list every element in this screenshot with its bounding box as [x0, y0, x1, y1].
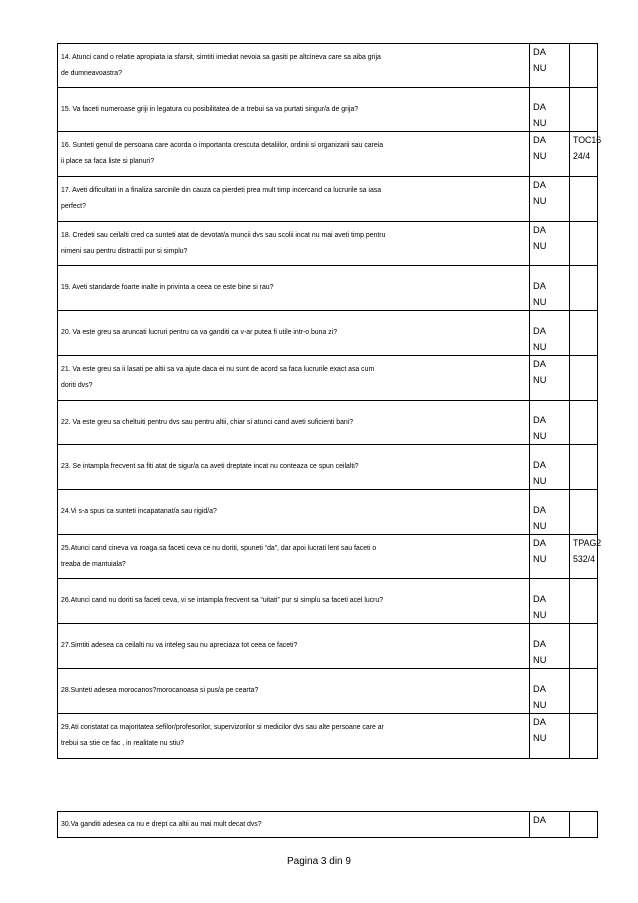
scoring-code-cell	[570, 714, 598, 759]
scoring-code: 532/4	[573, 554, 596, 564]
question-text-line: 22. Va este greu sa cheltuiti pentru dvs sau pentru altii, chiar si atunci cand aveti suficienti bani?	[61, 418, 354, 426]
answer-option-da[interactable]: DA	[533, 815, 546, 825]
question-text-cell	[58, 812, 530, 838]
question-text-cell	[58, 266, 530, 311]
scoring-code-cell	[570, 177, 598, 222]
question-row-16	[58, 132, 598, 177]
question-text-line: doriti dvs?	[61, 382, 93, 389]
question-row-23	[58, 445, 598, 490]
answer-option-nu[interactable]: NU	[533, 610, 547, 620]
answer-option-da[interactable]: DA	[533, 180, 546, 190]
question-row-18	[58, 222, 598, 266]
questionnaire-body-continued	[58, 812, 598, 838]
question-row-30	[58, 812, 598, 838]
question-text-cell	[58, 311, 530, 356]
answer-option-da[interactable]: DA	[533, 717, 546, 727]
scoring-code-cell	[570, 132, 602, 177]
answer-option-da[interactable]: DA	[533, 684, 546, 694]
answer-option-da[interactable]: DA	[533, 135, 546, 145]
question-text-cell	[58, 445, 530, 490]
question-text-cell	[58, 44, 530, 88]
answer-options-cell[interactable]	[530, 535, 570, 579]
answer-option-nu[interactable]: NU	[533, 342, 547, 352]
scoring-code-cell	[570, 579, 598, 624]
answer-option-da[interactable]: DA	[533, 102, 546, 112]
question-text-line: 16. Sunteti genul de persoana care acorda o importanta crescuta detaliilor, ordinii si organizarii sau careia	[61, 142, 384, 149]
answer-option-da[interactable]: DA	[533, 538, 546, 548]
scoring-code-cell	[570, 445, 598, 490]
question-text-line: 14. Atunci cand o relatie apropiata ia sfarsit, simtiti imediat nevoia sa gasiti pe altcineva care sa aiba grija	[61, 53, 381, 61]
answer-option-nu[interactable]: NU	[533, 431, 547, 441]
question-text-cell	[58, 669, 530, 714]
scoring-code-cell	[570, 222, 598, 266]
scoring-code-cell	[570, 356, 598, 401]
question-row-17	[58, 177, 598, 222]
scoring-code-cell	[570, 624, 598, 669]
answer-option-da[interactable]: DA	[533, 225, 546, 235]
question-text-line: perfect?	[61, 203, 86, 210]
page-footer: Pagina 3 din 9	[287, 856, 351, 867]
question-text-cell	[58, 356, 530, 401]
question-text-line: 25.Atunci cand cineva va roaga sa faceti ceva ce nu doriti, spuneti “da”, dar apoi lucrati lent sau faceti o	[61, 544, 377, 552]
answer-option-nu[interactable]: NU	[533, 700, 547, 710]
question-text-line: nimeni sau pentru distractii pur si simplu?	[61, 247, 188, 255]
answer-option-nu[interactable]: NU	[533, 118, 547, 128]
question-row-28	[58, 669, 598, 714]
answer-option-nu[interactable]: NU	[533, 375, 547, 385]
scoring-code: TPAG2	[573, 538, 602, 548]
answer-option-da[interactable]: DA	[533, 415, 546, 425]
question-row-25	[58, 535, 598, 579]
question-row-21	[58, 356, 598, 401]
answer-option-nu[interactable]: NU	[533, 241, 547, 251]
scoring-code: TOC16	[573, 135, 602, 145]
question-text-cell	[58, 132, 530, 177]
question-text-cell	[58, 177, 530, 222]
question-text-cell	[58, 714, 530, 759]
scoring-code-cell	[570, 88, 598, 132]
question-row-20	[58, 311, 598, 356]
answer-option-nu[interactable]: NU	[533, 476, 547, 486]
answer-option-da[interactable]: DA	[533, 594, 546, 604]
answer-options-cell[interactable]	[530, 132, 570, 177]
answer-option-nu[interactable]: NU	[533, 297, 547, 307]
questionnaire-body	[58, 44, 602, 759]
scoring-code-cell	[570, 812, 598, 838]
question-text-cell	[58, 490, 530, 535]
question-text-line: 20. Va este greu sa aruncati lucruri pentru ca va ganditi ca v-ar putea fi utile intr-o buna zi?	[61, 329, 338, 336]
scoring-code-cell	[570, 490, 598, 535]
answer-options-cell[interactable]	[530, 266, 570, 311]
answer-options-cell[interactable]	[530, 445, 570, 490]
answer-option-nu[interactable]: NU	[533, 196, 547, 206]
question-text-line: 29.Ati constatat ca majoritatea sefilor/profesorilor, supervizorilor si medicilor dvs sau alte persoane care ar	[61, 724, 384, 731]
question-text-line: 24.Vi s-a spus ca sunteti incapatanat/a sau rigid/a?	[61, 508, 217, 515]
question-row-19	[58, 266, 598, 311]
question-text-cell	[58, 535, 530, 579]
answer-options-cell[interactable]	[530, 669, 570, 714]
answer-option-nu[interactable]: NU	[533, 521, 547, 531]
answer-option-da[interactable]: DA	[533, 359, 546, 369]
question-text-cell	[58, 88, 530, 132]
question-text-line: trebui sa stie ce fac , in realitate nu stiu?	[61, 740, 184, 747]
answer-option-nu[interactable]: NU	[533, 655, 547, 665]
scoring-code-cell	[570, 401, 598, 445]
answer-options-cell[interactable]	[530, 579, 570, 624]
question-text-cell	[58, 624, 530, 669]
question-text-line: 19. Aveti standarde foarte inalte in privinta a ceea ce este bine si rau?	[61, 284, 274, 291]
question-row-24	[58, 490, 598, 535]
question-text-line: treaba de mantuiala?	[61, 560, 126, 568]
scoring-code-cell	[570, 311, 598, 356]
answer-options-cell[interactable]	[530, 88, 570, 132]
questionnaire-table	[57, 43, 602, 759]
answer-option-da[interactable]: DA	[533, 505, 546, 515]
answer-options-cell[interactable]	[530, 44, 570, 88]
question-row-27	[58, 624, 598, 669]
answer-options-cell[interactable]	[530, 624, 570, 669]
answer-option-da[interactable]: DA	[533, 639, 546, 649]
question-text-line: 23. Se intampla frecvent sa fiti atat de sigur/a ca aveti dreptate incat nu conteaza ce spun ceilalti?	[61, 463, 359, 470]
answer-option-da[interactable]: DA	[533, 326, 546, 336]
question-text-line: de dumneavoastra?	[61, 69, 122, 77]
question-text-cell	[58, 579, 530, 624]
answer-options-cell[interactable]	[530, 812, 570, 838]
question-text-line: 28.Sunteti adesea morocanos?morocanoasa si pus/a pe cearta?	[61, 687, 259, 694]
answer-option-nu[interactable]: NU	[533, 151, 547, 161]
answer-option-nu[interactable]: NU	[533, 554, 547, 564]
answer-options-cell[interactable]	[530, 311, 570, 356]
scoring-code-cell	[570, 44, 598, 88]
answer-options-cell[interactable]	[530, 490, 570, 535]
question-text-line: 18. Credeti sau ceilalti cred ca sunteti atat de devotat/a muncii dvs sau scolii incat nu mai aveti timp pentru	[61, 231, 386, 239]
answer-option-nu[interactable]: NU	[533, 63, 547, 73]
question-row-14	[58, 44, 598, 88]
question-text-line: 17. Aveti dificultati in a finaliza sarcinile din cauza ca pierdeti prea mult timp incercand ca lucrurile sa iasa	[61, 187, 382, 194]
question-text-line: 30.Va ganditi adesea ca nu e drept ca altii au mai mult decat dvs?	[61, 820, 262, 828]
question-text-line: 21. Va este greu sa ii lasati pe altii sa va ajute daca ei nu sunt de acord sa faca lucrurile exact asa cum	[61, 366, 375, 373]
questionnaire-table-continued	[57, 811, 598, 838]
question-row-29	[58, 714, 598, 759]
question-text-cell	[58, 222, 530, 266]
answer-options-cell[interactable]	[530, 177, 570, 222]
question-text-line: 26.Atunci cand nu doriti sa faceti ceva, vi se intampla frecvent sa “uitati” pur si simplu sa faceti acel lucru?	[61, 597, 384, 604]
question-row-22	[58, 401, 598, 445]
scoring-code-cell	[570, 535, 602, 579]
answer-option-nu[interactable]: NU	[533, 733, 547, 743]
question-row-15	[58, 88, 598, 132]
answer-options-cell[interactable]	[530, 356, 570, 401]
answer-options-cell[interactable]	[530, 222, 570, 266]
answer-options-cell[interactable]	[530, 401, 570, 445]
question-row-26	[58, 579, 598, 624]
answer-option-da[interactable]: DA	[533, 47, 546, 57]
question-text-line: 27.Simtiti adesea ca ceilalti nu va inteleg sau nu apreciaza tot ceea ce faceti?	[61, 642, 298, 649]
question-text-line: ii place sa faca liste si planuri?	[61, 158, 155, 165]
answer-options-cell[interactable]	[530, 714, 570, 759]
question-text-line: 15. Va faceti numeroase griji in legatura cu posibilitatea de a trebui sa va purtati singur/a de grija?	[61, 105, 359, 113]
question-text-cell	[58, 401, 530, 445]
answer-option-da[interactable]: DA	[533, 460, 546, 470]
scoring-code: 24/4	[573, 151, 591, 161]
scoring-code-cell	[570, 669, 598, 714]
scoring-code-cell	[570, 266, 598, 311]
answer-option-da[interactable]: DA	[533, 281, 546, 291]
